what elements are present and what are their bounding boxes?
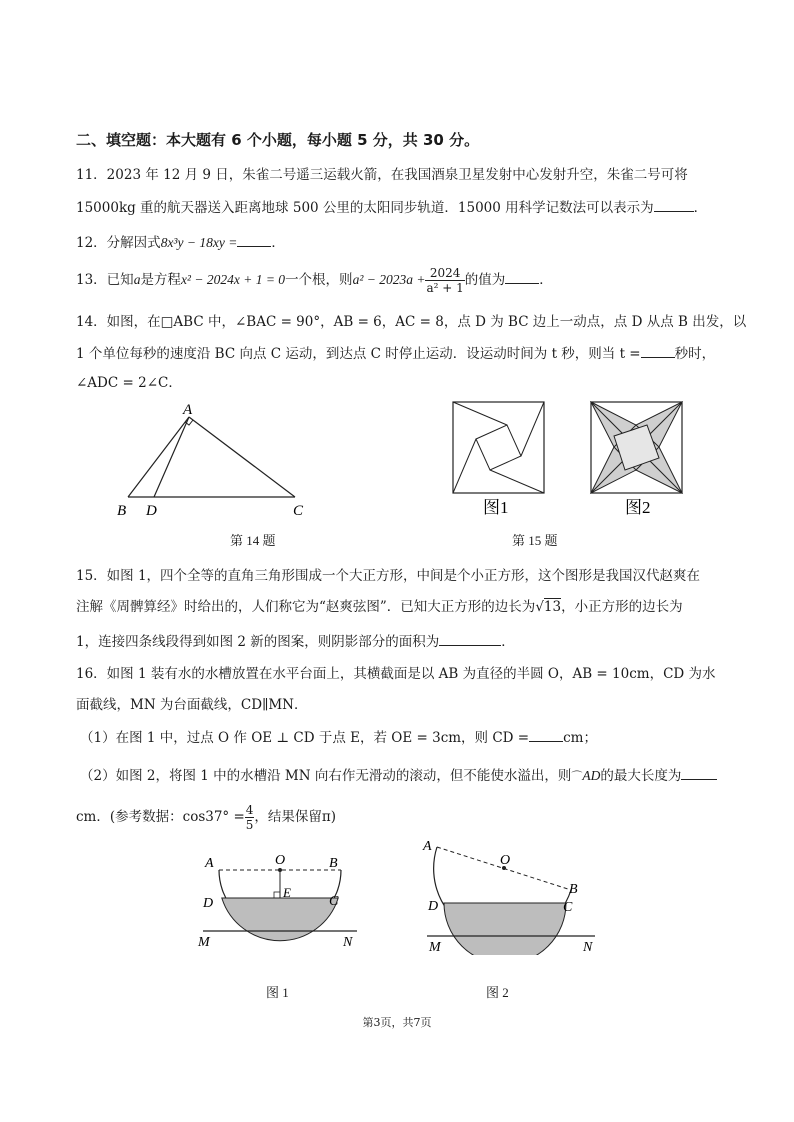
fig14-side-ac xyxy=(189,417,295,497)
fig15-1-big-square xyxy=(453,402,544,493)
q12-answer-blank[interactable] xyxy=(237,232,271,247)
q13-frac-num: 2024 xyxy=(425,266,464,281)
q13-fraction xyxy=(425,266,464,295)
q12-line xyxy=(76,232,285,253)
arc-symbol: ⌒ xyxy=(571,770,583,783)
page-footer: 第3页，共7页 xyxy=(362,1016,432,1029)
q15-text3: 1，连接四条线段得到如图 2 新的图案，则阴影部分的面积为 xyxy=(76,634,440,650)
q13-line xyxy=(76,266,553,295)
q13-answer-blank[interactable] xyxy=(505,269,539,284)
q13-mid3: 的值为 xyxy=(464,272,506,288)
fig16b-label-a: A xyxy=(423,839,432,854)
q16-line1: 16．如图 1 装有水的水槽放置在水平台面上，其横截面是以 AB 为直径的半圆 O，AB = 10cm，CD 为水 xyxy=(76,666,716,682)
fig16b-caption: 图 2 xyxy=(486,985,509,1000)
q15-answer-blank[interactable] xyxy=(439,631,501,646)
fig16a-label-a: A xyxy=(205,856,214,871)
figure-16-1 xyxy=(195,842,375,952)
figure-15 xyxy=(445,398,685,523)
q13-end: ． xyxy=(539,272,553,288)
q16-part2-blank[interactable] xyxy=(681,765,717,780)
q16-part2-mid: 的最大长度为 xyxy=(600,768,682,784)
fig14-side-ab xyxy=(128,417,189,497)
q15-end: ． xyxy=(501,634,515,650)
fig16b-label-m: M xyxy=(429,940,441,955)
q16-part1-blank[interactable] xyxy=(529,727,563,742)
q16-ref-text: cm．(参考数据：cos37° = xyxy=(76,809,245,825)
q13-mid1: 是方程 xyxy=(140,272,181,288)
fig16b-label-c: C xyxy=(563,900,573,915)
q11-line1: 11．2023 年 12 月 9 日，朱雀二号遥三运载火箭，在我国酒泉卫星发射中心发射升空，朱雀二号可将 xyxy=(76,167,688,183)
q15-line2 xyxy=(76,597,683,617)
fig16b-water xyxy=(444,903,566,955)
fig16a-caption: 图 1 xyxy=(266,985,289,1000)
q14-line1: 14．如图，在□ABC 中，∠BAC = 90°，AB = 6，AC = 8，点 D 为 BC 边上一动点，点 D 从点 B 出发，以 xyxy=(76,314,747,330)
fig16a-center-o xyxy=(278,868,282,872)
section-title: 二、填空题：本大题有 6 个小题，每小题 5 分，共 30 分。 xyxy=(76,131,480,149)
fig16b-label-d: D xyxy=(428,899,439,914)
fig14-caption: 第 14 题 xyxy=(230,533,276,548)
fig16b-label-b: B xyxy=(569,882,578,897)
q15-text: 注解《周髀算经》时给出的，人们称它为“赵爽弦图”．已知大正方形的边长为 xyxy=(76,599,536,615)
q14-line3: ∠ADC = 2∠C． xyxy=(76,375,182,391)
q11-answer-blank[interactable] xyxy=(654,197,694,212)
q16-line2: 面截线，MN 为台面截线，CD∥MN． xyxy=(76,697,308,713)
q14-answer-blank[interactable] xyxy=(641,343,675,358)
q13-frac-den: a² + 1 xyxy=(426,281,464,295)
q11-text: 15000kg 重的航天器送入距离地球 500 公里的太阳同步轨道．15000 用科学记数法可以表示为 xyxy=(76,200,654,216)
fig16a-right-angle-mark xyxy=(274,892,280,898)
q16-arc-ad: AD xyxy=(582,768,601,783)
fig15-caption: 第 15 题 xyxy=(512,533,558,548)
q12-end: ． xyxy=(271,235,285,251)
fig15-label-1: 图1 xyxy=(483,498,509,517)
fig16b-label-o: O xyxy=(500,853,511,868)
q13-mid2: 一个根，则 xyxy=(285,272,353,288)
fig14-label-d: D xyxy=(146,503,157,519)
fig16a-label-b: B xyxy=(329,856,338,871)
q13-var-a: a xyxy=(133,272,141,287)
fig16a-label-n: N xyxy=(343,935,353,950)
q13-prefix: 13．已知 xyxy=(76,272,134,288)
q13-equation: x² − 2024x + 1 = 0 xyxy=(180,272,286,287)
fig16a-label-d: D xyxy=(203,896,214,911)
q16-fraction xyxy=(245,803,255,832)
sqrt-symbol: √ xyxy=(535,599,544,615)
q12-expression: 8x³y − 18xy = xyxy=(160,235,238,250)
fig16a-label-o: O xyxy=(275,853,286,868)
fig15-2-lines xyxy=(591,402,682,493)
q15-line3 xyxy=(76,631,515,652)
fig16a-water xyxy=(222,898,338,941)
q16-frac-num: 4 xyxy=(245,803,254,817)
q16-part2-text: （2）如图 2，将图 1 中的水槽沿 MN 向右作无滑动的滚动，但不能使水溢出，则 xyxy=(80,768,572,784)
q16-frac-den: 5 xyxy=(245,818,254,832)
figure-16-2 xyxy=(415,835,615,955)
fig15-label-2: 图2 xyxy=(625,498,651,517)
fig16a-label-e: E xyxy=(283,885,291,900)
q16-part1-text: （1）在图 1 中，过点 O 作 OE ⊥ CD 于点 E，若 OE = 3cm，则 CD = xyxy=(80,730,530,746)
q15-line1: 15．如图 1，四个全等的直角三角形围成一个大正方形，中间是个小正方形，这个图形是我国汉代赵爽在 xyxy=(76,568,701,584)
fig15-1-triangles xyxy=(453,402,544,493)
q14-line2 xyxy=(76,343,715,364)
q15-sqrt-value: 13 xyxy=(543,599,562,615)
fig16b-label-n: N xyxy=(583,940,593,955)
fig16a-label-c: C xyxy=(329,894,339,909)
q11-end: ． xyxy=(693,200,708,216)
q16-part2 xyxy=(80,765,717,787)
figure-14 xyxy=(100,398,330,523)
fig16a-label-m: M xyxy=(198,935,210,950)
fig14-label-a: A xyxy=(183,402,193,418)
fig14-label-c: C xyxy=(293,503,304,519)
fig14-label-b: B xyxy=(117,503,127,519)
q12-prefix: 12．分解因式 xyxy=(76,235,161,251)
q13-expression: a² − 2023a + xyxy=(352,272,426,287)
q16-part1 xyxy=(80,727,597,748)
q11-line2 xyxy=(76,197,707,218)
q16-ref-end: ，结果保留π) xyxy=(254,809,337,825)
q15-text-end: ，小正方形的边长为 xyxy=(561,599,683,615)
q14-text: 1 个单位每秒的速度沿 BC 向点 C 运动，到达点 C 时停止运动．设运动时间为 t 秒，则当 t = xyxy=(76,346,641,362)
q16-part1-end: cm； xyxy=(563,730,597,746)
q14-text-end: 秒时， xyxy=(674,346,716,362)
q16-line5 xyxy=(76,803,336,832)
